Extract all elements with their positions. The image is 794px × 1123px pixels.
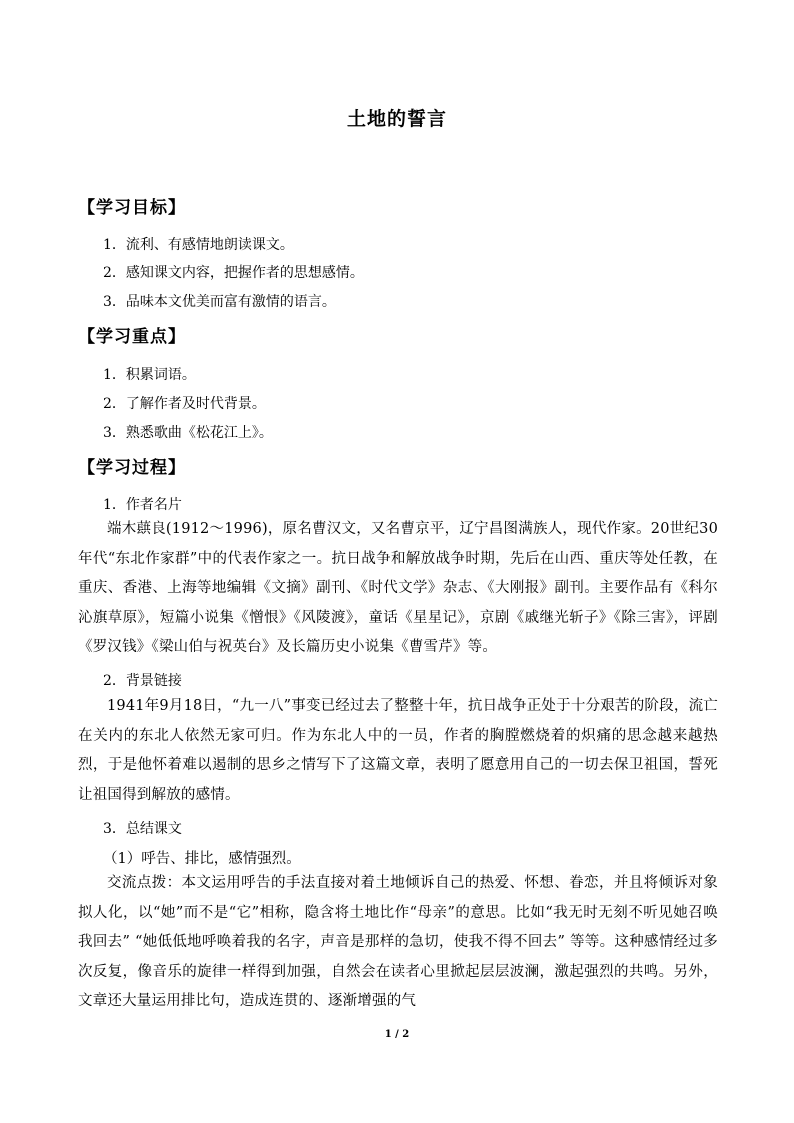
summary-text: 交流点拨：本文运用呼告的手法直接对着土地倾诉自己的热爱、怀想、眷恋，并且将倾诉对象拟人化，以“她”而不是“它”相称，隐含将土地比作“母亲”的意思。比如“我无时无刻不听见她召唤我回去” “她低低地呼唤着我的名字，声音是那样的急切，使我不得不回去” 等等。这种感情经过多次反复，像音乐的旋律一样得到加强，自然会在读者心里掀起层层波澜，激起强烈的共鸣。另外，文章还大量运用排比句，造成连贯的、逐渐增强的气 (78, 875, 718, 1009)
author-title: 1．作者名片 (103, 497, 182, 513)
focus-item-3: 3．熟悉歌曲《松花江上》。 (103, 425, 273, 441)
goals-heading: 【学习目标】 (78, 198, 186, 218)
summary-title: 3．总结课文 (103, 821, 182, 837)
focus-item-2: 2．了解作者及时代背景。 (103, 396, 266, 412)
focus-item-1: 1．积累词语。 (103, 367, 196, 383)
background-text: 1941年9月18日，“九一八”事变已经过去了整整十年，抗日战争正处于十分艰苦的阶段，流亡在关内的东北人依然无家可归。作为东北人中的一员，作者的胸膛燃烧着的炽痛的思念越来越热烈，于是他怀着难以遏制的思乡之情写下了这篇文章，表明了愿意用自己的一切去保卫祖国，誓死让祖国得到解放的感情。 (78, 698, 718, 803)
page-title: 土地的誓言 (346, 108, 447, 130)
background-title: 2．背景链接 (103, 673, 182, 689)
author-text: 端木蕻良(1912～1996)，原名曹汉文，又名曹京平，辽宁昌图满族人，现代作家。20世纪30年代“东北作家群”中的代表作家之一。抗日战争和解放战争时期，先后在山西、重庆等处任教，在重庆、香港、上海等地编辑《文摘》副刊、《时代文学》杂志、《大刚报》副刊。主要作品有《科尔沁旗草原》，短篇小说集《憎恨》《风陵渡》，童话《星星记》，京剧《戚继光斩子》《除三害》，评剧《罗汉钱》《梁山伯与祝英台》及长篇历史小说集《曹雪芹》等。 (78, 521, 718, 655)
goal-item-3: 3．品味本文优美而富有激情的语言。 (103, 294, 336, 310)
focus-heading: 【学习重点】 (78, 327, 186, 347)
page-number: 1 / 2 (384, 1029, 410, 1040)
goal-item-1: 1．流利、有感情地朗读课文。 (103, 237, 294, 253)
summary-subheading: （1）呼告、排比，感情强烈。 (103, 851, 301, 867)
process-heading: 【学习过程】 (78, 458, 186, 478)
goal-item-2: 2．感知课文内容，把握作者的思想感情。 (103, 265, 364, 281)
